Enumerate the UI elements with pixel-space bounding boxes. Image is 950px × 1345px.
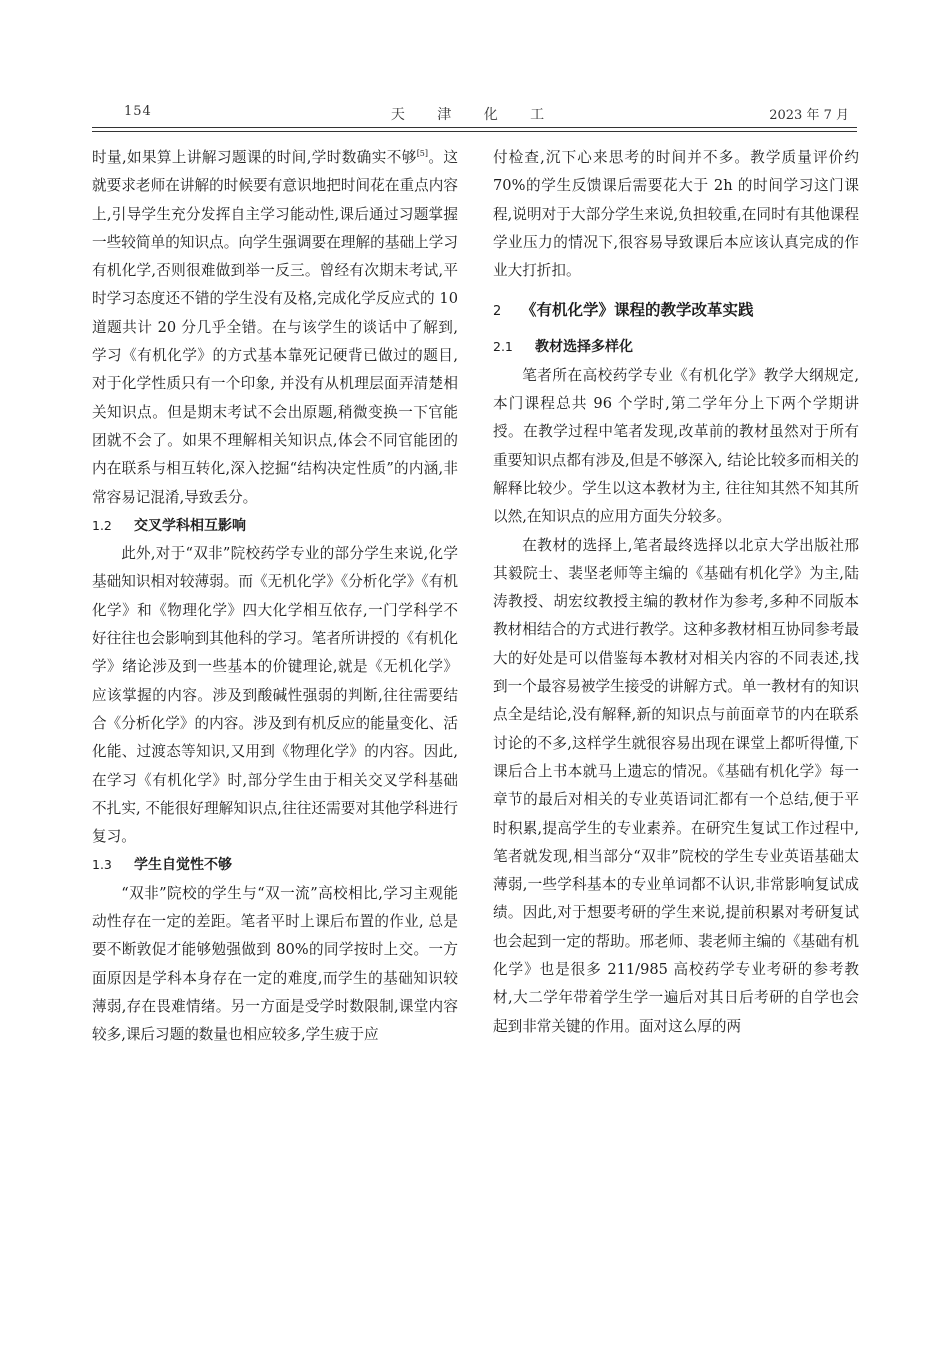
section-title: 交叉学科相互影响 — [134, 517, 246, 534]
section-number: 1.2 — [92, 517, 112, 533]
section-title: 《有机化学》课程的教学改革实践 — [521, 301, 754, 320]
left-column — [92, 144, 458, 1050]
issue-date: 2023 年 7 月 — [769, 108, 849, 123]
paragraph-textbook-issues: 笔者所在高校药学专业《有机化学》教学大纲规定,本门课程总共 96 个学时,第二学年分上下两个学期讲授。在教学过程中笔者发现,改革前的教材虽然对于所有重要知识点都有涉及,但是不够深入, 结论比较多而相关的解释比较少。学生以这本教材为主, 往往知其然不知其所以然,在知识点的应用方面失分较多。 — [493, 366, 859, 526]
header-rule-thin — [92, 131, 857, 132]
page-number: 154 — [124, 104, 152, 119]
paragraph-continued: 时量,如果算上讲解习题课的时间,学时数确实不够[5]。这就要求老师在讲解的时候要有意识地把时间花在重点内容上,引导学生充分发挥自主学习能动性,课后通过习题掌握一些较简单的知识点。向学生强调要在理解的基础上学习有机化学,否则很难做到举一反三。曾经有次期末考试,平时学习态度还不错的学生没有及格,完成化学反应式的 10 道题共计 20 分几乎全错。在与该学生的谈话中了解到,学习《有机化学》的方式基本靠死记硬背已做过的题目,对于化学性质只有一个印象, 并没有从机理层面弄清楚相关知识点。但是期末考试不会出原题,稍微变换一下官能团就不会了。如果不理解相关知识点,体会不同官能团的内在联系与相互转化,深入挖掘“结构决定性质”的内涵,非常容易记混淆,导致丢分。 — [92, 149, 458, 506]
section-2-heading — [493, 296, 859, 326]
journal-title: 天 津 化 工 — [390, 107, 559, 123]
right-column — [493, 144, 859, 1041]
running-header — [92, 104, 857, 126]
section-1-2-heading — [92, 512, 458, 540]
paragraph-continued: 付检查,沉下心来思考的时间并不多。教学质量评价约 70%的学生反馈课后需要花大于 2h 的时间学习这门课程,说明对于大部分学生来说,负担较重,在同时有其他课程学业压力的情况下,很容易导致课后本应该认真完成的作业大打折扣。 — [493, 149, 859, 280]
section-number: 1.3 — [92, 857, 112, 873]
citation-ref: [5] — [416, 149, 429, 159]
section-2-1-heading — [493, 333, 859, 361]
section-title: 学生自觉性不够 — [134, 857, 232, 874]
section-title: 教材选择多样化 — [535, 339, 633, 356]
section-number: 2 — [493, 304, 502, 320]
paragraph-cross-disciplines: 此外,对于“双非”院校药学专业的部分学生来说,化学基础知识相对较薄弱。而《无机化学》《分析化学》《有机化学》和《物理化学》四大化学相互依存,一门学科学不好往往也会影响到其他科的学习。笔者所讲授的《有机化学》绪论涉及到一些基本的价键理论,就是《无机化学》应该掌握的内容。涉及到酸碱性强弱的判断,往往需要结合《分析化学》的内容。涉及到有机反应的能量变化、活化能、过渡态等知识,又用到《物理化学》的内容。因此,在学习《有机化学》时,部分学生由于相关交叉学科基础不扎实, 不能很好理解知识点,往往还需要对其他学科进行复习。 — [92, 545, 458, 846]
paragraph-student-initiative: “双非”院校的学生与“双一流”高校相比,学习主观能动性存在一定的差距。笔者平时上课后布置的作业, 总是要不断敦促才能够勉强做到 80%的同学按时上交。一方面原因是学科本身存在一定的难度,而学生的基础知识较薄弱,存在畏难情绪。另一方面是受学时数限制,课堂内容较多,课后习题的数量也相应较多,学生疲于应 — [92, 884, 458, 1044]
section-1-3-heading — [92, 851, 458, 879]
section-number: 2.1 — [493, 339, 513, 355]
header-rule-thick — [92, 127, 857, 128]
paragraph-textbook-selection: 在教材的选择上,笔者最终选择以北京大学出版社邢其毅院士、裴坚老师等主编的《基础有机化学》为主,陆涛教授、胡宏纹教授主编的教材作为参考,多种不同版本教材相结合的方式进行教学。这种多教材相互协同参考最大的好处是可以借鉴每本教材对相关内容的不同表述,找到一个最容易被学生接受的讲解方式。单一教材有的知识点全是结论,没有解释,新的知识点与前面章节的内在联系讨论的不多,这样学生就很容易出现在课堂上都听得懂,下课后合上书本就马上遗忘的情况。《基础有机化学》每一章节的最后对相关的专业英语词汇都有一个总结,便于平时积累,提高学生的专业素养。在研究生复试工作过程中,笔者就发现,相当部分“双非”院校的学生专业英语基础太薄弱,一些学科基本的专业单词都不认识,非常影响复试成绩。因此,对于想要考研的学生来说,提前积累对考研复试也会起到一定的帮助。邢老师、裴老师主编的《基础有机化学》也是很多 211/985 高校药学专业考研的参考教材,大二学年带着学生学一遍后对其日后考研的自学也会起到非常关键的作用。面对这么厚的两 — [493, 536, 859, 1035]
